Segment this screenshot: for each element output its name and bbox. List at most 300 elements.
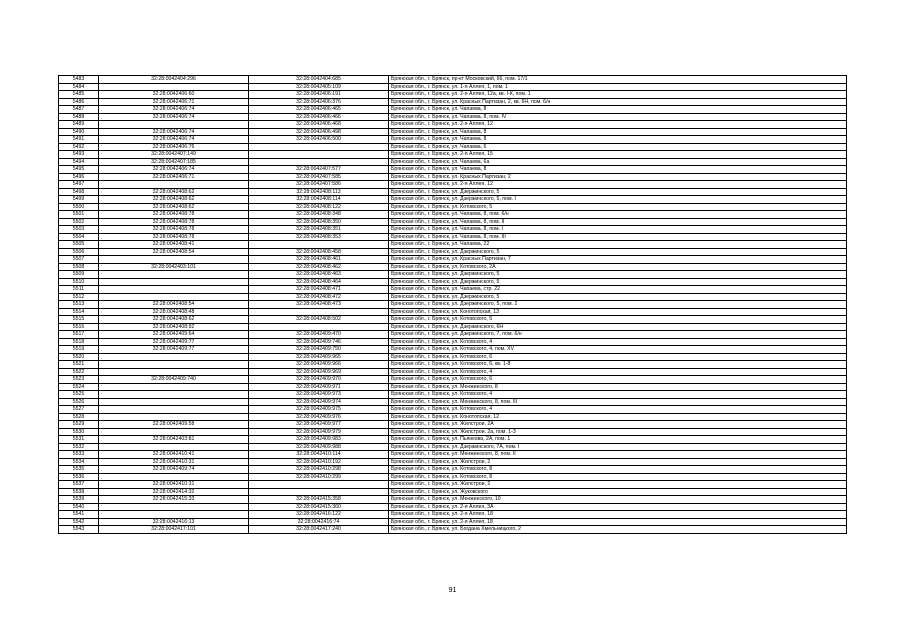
table-row (59, 136, 847, 144)
cadastral-number-cell: 32:28:0042414:32 (99, 488, 249, 496)
cadastral-number-cell (99, 293, 249, 301)
linked-cadastral-number-cell: 32:28:0042409:746 (249, 338, 389, 346)
linked-cadastral-number-cell: 32:28:0042408:114 (249, 196, 389, 204)
address-cell: Брянская обл., г. Брянск, ул. Котовского, 4 (389, 406, 847, 414)
cadastral-number-cell: 32:28:0042403:101 (99, 263, 249, 271)
table-row (59, 181, 847, 189)
linked-cadastral-number-cell: 32:28:0042408:462 (249, 263, 389, 271)
row-number-cell: 5484 (59, 83, 99, 91)
address-cell: Брянская обл., г. Брянск, ул. Дзержинского, 5, пом. I (389, 196, 847, 204)
linked-cadastral-number-cell: 32:28:0042409:966 (249, 361, 389, 369)
linked-cadastral-number-cell (249, 241, 389, 249)
linked-cadastral-number-cell: 32:28:0042408:113 (249, 188, 389, 196)
registry-table (58, 75, 847, 534)
address-cell: Брянская обл., г. Брянск, ул. Жилстрои, 2 (389, 481, 847, 489)
address-cell: Брянская обл., г. Брянск, ул. Чапаева, 22 (389, 241, 847, 249)
cadastral-number-cell (99, 413, 249, 421)
table-row (59, 398, 847, 406)
table-row (59, 376, 847, 384)
table-row (59, 353, 847, 361)
address-cell: Брянская обл., г. Брянск, ул. Чапаева, 6 (389, 143, 847, 151)
address-cell: Брянская обл., г. Брянск, ул. Дзержинского, 5, пом. 2 (389, 301, 847, 309)
row-number-cell: 5500 (59, 203, 99, 211)
address-cell: Брянская обл., г. Брянск, ул. Конотопская, 13 (389, 308, 847, 316)
table-row (59, 368, 847, 376)
address-cell: Брянская обл., г. Брянск, ул. Жуковского (389, 488, 847, 496)
linked-cadastral-number-cell: 32:28:0042406:466 (249, 113, 389, 121)
linked-cadastral-number-cell: 32:28:0042408:122 (249, 203, 389, 211)
linked-cadastral-number-cell: 32:28:0042410:192 (249, 458, 389, 466)
cadastral-number-cell (99, 443, 249, 451)
row-number-cell: 5518 (59, 338, 99, 346)
row-number-cell: 5501 (59, 211, 99, 219)
cadastral-number-cell (99, 286, 249, 294)
linked-cadastral-number-cell: 32:28:0042407:585 (249, 173, 389, 181)
row-number-cell: 5517 (59, 331, 99, 339)
table-row (59, 323, 847, 331)
linked-cadastral-number-cell: 32:28:0042409:976 (249, 413, 389, 421)
cadastral-number-cell: 32:28:0042408:92 (99, 323, 249, 331)
cadastral-number-cell: 32:28:0042417:101 (99, 526, 249, 534)
address-cell: Брянская обл., г. Брянск, ул. Чапаева, 8 (389, 166, 847, 174)
cadastral-number-cell: 32:28:0042410:31 (99, 481, 249, 489)
row-number-cell: 5520 (59, 353, 99, 361)
address-cell: Брянская обл., г. Брянск, ул. Котовского, 6 (389, 376, 847, 384)
linked-cadastral-number-cell (249, 323, 389, 331)
cadastral-number-cell (99, 256, 249, 264)
address-cell: Брянская обл., г. Брянск, ул. 2-я Аллея, 15 (389, 151, 847, 159)
cadastral-number-cell: 32:28:0042408:54 (99, 301, 249, 309)
table-row (59, 391, 847, 399)
table-row (59, 436, 847, 444)
address-cell: Брянская обл., г. Брянск, ул. 2-я Аллея, 12а, кв. I-К, пом. 1 (389, 91, 847, 99)
table-row (59, 263, 847, 271)
table-row (59, 128, 847, 136)
address-cell: Брянская обл., г. Брянск, ул. 2-я Аллея, 18 (389, 518, 847, 526)
linked-cadastral-number-cell: 32:28:0042409:988 (249, 443, 389, 451)
row-number-cell: 5540 (59, 503, 99, 511)
row-number-cell: 5498 (59, 188, 99, 196)
address-cell: Брянская обл., г. Брянск, ул. Чапаева, 6а (389, 158, 847, 166)
linked-cadastral-number-cell: 32:28:0042409:965 (249, 353, 389, 361)
cadastral-number-cell: 32:28:0042408:78 (99, 218, 249, 226)
row-number-cell: 5497 (59, 181, 99, 189)
row-number-cell: 5489 (59, 121, 99, 129)
row-number-cell: 5532 (59, 443, 99, 451)
row-number-cell: 5531 (59, 436, 99, 444)
table-row (59, 503, 847, 511)
cadastral-number-cell: 32:28:0042406:71 (99, 173, 249, 181)
table-row (59, 488, 847, 496)
linked-cadastral-number-cell: 32:28:0042404:685 (249, 76, 389, 84)
cadastral-number-cell (99, 353, 249, 361)
table-row (59, 188, 847, 196)
address-cell: Брянская обл., г. Брянск, ул. Красных Партизан, 7 (389, 256, 847, 264)
linked-cadastral-number-cell: 32:28:0042408:472 (249, 293, 389, 301)
row-number-cell: 5490 (59, 128, 99, 136)
row-number-cell: 5505 (59, 241, 99, 249)
linked-cadastral-number-cell: 32:28:0042415:360 (249, 503, 389, 511)
address-cell: Брянская обл., г. Брянск, ул. Чапаева, 8 (389, 106, 847, 114)
linked-cadastral-number-cell: 32:28:0042415:358 (249, 496, 389, 504)
address-cell: Брянская обл., г. Брянск, ул. 2-я Аллея, 3А (389, 503, 847, 511)
row-number-cell: 5534 (59, 458, 99, 466)
row-number-cell: 5513 (59, 301, 99, 309)
address-cell: Брянская обл., г. Брянск, ул. Чапаева, 8 (389, 136, 847, 144)
cadastral-number-cell: 32:28:0042408:62 (99, 316, 249, 324)
address-cell: Брянская обл., г. Брянск, ул. Дзержинского, 5 (389, 278, 847, 286)
table-row (59, 211, 847, 219)
row-number-cell: 5506 (59, 248, 99, 256)
row-number-cell: 5503 (59, 226, 99, 234)
row-number-cell: 5528 (59, 413, 99, 421)
linked-cadastral-number-cell: 32:28:0042408:502 (249, 316, 389, 324)
address-cell: Брянская обл., г. Брянск, ул. Котовского, 2А (389, 263, 847, 271)
row-number-cell: 5521 (59, 361, 99, 369)
address-cell: Брянская обл., г. Брянск, ул. Котовского, 4 (389, 338, 847, 346)
cadastral-number-cell (99, 278, 249, 286)
address-cell: Брянская обл., г. Брянск, ул. Красных Партизан, 2, кв. 6Н, пом. 6/н (389, 98, 847, 106)
table-row (59, 481, 847, 489)
cadastral-number-cell (99, 503, 249, 511)
table-row (59, 511, 847, 519)
cadastral-number-cell: 32:28:0042408:78 (99, 233, 249, 241)
address-cell: Брянская обл., г. Брянск, ул. Котовского, 5 (389, 316, 847, 324)
cadastral-number-cell: 32:28:0042416:13 (99, 518, 249, 526)
row-number-cell: 5496 (59, 173, 99, 181)
address-cell: Брянская обл., г. Брянск, ул. Чапаева, стр. 22 (389, 286, 847, 294)
table-row (59, 406, 847, 414)
row-number-cell: 5526 (59, 398, 99, 406)
cadastral-number-cell (99, 361, 249, 369)
linked-cadastral-number-cell (249, 481, 389, 489)
address-cell: Брянская обл., г. Брянск, ул. Котовского, 8 (389, 466, 847, 474)
linked-cadastral-number-cell: 32:28:0042409:977 (249, 421, 389, 429)
table-row (59, 421, 847, 429)
cadastral-number-cell: 32:28:0042408:62 (99, 188, 249, 196)
linked-cadastral-number-cell: 32:28:0042407:577 (249, 166, 389, 174)
linked-cadastral-number-cell: 32:28:0042408:461 (249, 256, 389, 264)
table-row (59, 338, 847, 346)
cadastral-number-cell: 32:28:0042404:296 (99, 76, 249, 84)
row-number-cell: 5494 (59, 158, 99, 166)
cadastral-number-cell: 32:28:0042409:74 (99, 466, 249, 474)
linked-cadastral-number-cell: 32:28:0042408:471 (249, 286, 389, 294)
table-row (59, 496, 847, 504)
row-number-cell: 5524 (59, 383, 99, 391)
table-row (59, 113, 847, 121)
cadastral-number-cell: 32:28:0042406:74 (99, 166, 249, 174)
table-row (59, 151, 847, 159)
address-cell: Брянская обл., г. Брянск, ул. Котовского, 6 (389, 353, 847, 361)
table-row (59, 143, 847, 151)
address-cell: Брянская обл., г. Брянск, ул. Чапаева, 8, пом. 6/н (389, 211, 847, 219)
cadastral-number-cell: 32:28:0042406:71 (99, 98, 249, 106)
row-number-cell: 5507 (59, 256, 99, 264)
address-cell: Брянская обл., г. Брянск, ул. Жилстрои, 2а, пом. 1-3 (389, 428, 847, 436)
linked-cadastral-number-cell: 32:28:0042409:750 (249, 346, 389, 354)
table-row (59, 526, 847, 534)
row-number-cell: 5485 (59, 91, 99, 99)
table-row (59, 451, 847, 459)
linked-cadastral-number-cell: 32:28:0042408:458 (249, 248, 389, 256)
linked-cadastral-number-cell: 32:28:0042409:971 (249, 383, 389, 391)
cadastral-number-cell: 32:28:0042407:185 (99, 158, 249, 166)
cadastral-number-cell (99, 121, 249, 129)
table-row (59, 361, 847, 369)
table-row (59, 518, 847, 526)
linked-cadastral-number-cell: 32:28:0042408:473 (249, 301, 389, 309)
linked-cadastral-number-cell: 32:28:0042409:970 (249, 376, 389, 384)
row-number-cell: 5539 (59, 496, 99, 504)
cadastral-number-cell (99, 398, 249, 406)
row-number-cell: 5519 (59, 346, 99, 354)
address-cell: Брянская обл., г. Брянск, ул. Котовского, 4, пом. XV (389, 346, 847, 354)
linked-cadastral-number-cell: 32:28:0042409:969 (249, 368, 389, 376)
table-row (59, 466, 847, 474)
row-number-cell: 5535 (59, 466, 99, 474)
cadastral-number-cell: 32:28:0042407:149 (99, 151, 249, 159)
address-cell: Брянская обл., г. Брянск, ул. 2-я Аллея, 18 (389, 511, 847, 519)
address-cell: Брянская обл., г. Брянск, ул. Жилстрои, 2А (389, 421, 847, 429)
linked-cadastral-number-cell: 32:28:0042408:353 (249, 233, 389, 241)
linked-cadastral-number-cell (249, 308, 389, 316)
linked-cadastral-number-cell: 32:28:0042409:974 (249, 398, 389, 406)
table-row (59, 218, 847, 226)
linked-cadastral-number-cell (249, 151, 389, 159)
address-cell: Брянская обл., г. Брянск, ул. Дзержинского, 7, пом. 6/н (389, 331, 847, 339)
row-number-cell: 5542 (59, 518, 99, 526)
cadastral-number-cell: 32:28:0042410:31 (99, 458, 249, 466)
linked-cadastral-number-cell: 32:28:0042407:586 (249, 181, 389, 189)
address-cell: Брянская обл., г. Брянск, ул. 1-я Аллея, 1, пом. 1 (389, 83, 847, 91)
cadastral-number-cell (99, 391, 249, 399)
table-row (59, 166, 847, 174)
cadastral-number-cell: 32:28:0042408:54 (99, 248, 249, 256)
table-row (59, 248, 847, 256)
cadastral-number-cell: 32:28:0042409:740 (99, 376, 249, 384)
cadastral-number-cell: 32:28:0042406:76 (99, 143, 249, 151)
table-row (59, 346, 847, 354)
table-row (59, 413, 847, 421)
linked-cadastral-number-cell: 32:28:0042409:975 (249, 406, 389, 414)
row-number-cell: 5536 (59, 473, 99, 481)
linked-cadastral-number-cell: 32:28:0042410:299 (249, 473, 389, 481)
linked-cadastral-number-cell: 32:28:0042408:464 (249, 278, 389, 286)
row-number-cell: 5508 (59, 263, 99, 271)
linked-cadastral-number-cell: 32:28:0042408:463 (249, 271, 389, 279)
linked-cadastral-number-cell: 32:28:0042406:500 (249, 136, 389, 144)
table-row (59, 316, 847, 324)
address-cell: Брянская обл., г. Брянск, ул. Котовского, 6, кв. 1-8 (389, 361, 847, 369)
linked-cadastral-number-cell (249, 158, 389, 166)
address-cell: Брянская обл., г. Брянск, ул. Дзержинского, 5 (389, 248, 847, 256)
address-cell: Брянская обл., г. Брянск, ул. Котовского, 8 (389, 473, 847, 481)
row-number-cell: 5527 (59, 406, 99, 414)
row-number-cell: 5516 (59, 323, 99, 331)
cadastral-number-cell: 32:28:0042408:62 (99, 203, 249, 211)
address-cell: Брянская обл., г. Брянск, ул. Котовского, 4 (389, 391, 847, 399)
address-cell: Брянская обл., г. Брянск, ул. Чапаева, 8, пом. II (389, 218, 847, 226)
linked-cadastral-number-cell: 32:28:0042406:498 (249, 128, 389, 136)
address-cell: Брянская обл., г. Брянск, ул. Дзержинского, 5 (389, 293, 847, 301)
table-row (59, 158, 847, 166)
row-number-cell: 5488 (59, 113, 99, 121)
cadastral-number-cell: 32:28:0042408:48 (99, 308, 249, 316)
cadastral-number-cell: 32:28:0042406:74 (99, 106, 249, 114)
linked-cadastral-number-cell: 32:28:0042408:351 (249, 226, 389, 234)
address-cell: Брянская обл., г. Брянск, ул. Дзержинского, 5 (389, 271, 847, 279)
table-row (59, 173, 847, 181)
row-number-cell: 5515 (59, 316, 99, 324)
linked-cadastral-number-cell: 32:28:0042408:350 (249, 218, 389, 226)
cadastral-number-cell: 32:28:0042406:74 (99, 113, 249, 121)
address-cell: Брянская обл., г. Брянск, ул. Менжинского, 8, пом. III (389, 398, 847, 406)
table-row (59, 233, 847, 241)
row-number-cell: 5537 (59, 481, 99, 489)
row-number-cell: 5529 (59, 421, 99, 429)
address-cell: Брянская обл., г. Брянск, ул. Жилстрои, 2 (389, 458, 847, 466)
cadastral-number-cell: 32:28:0042408:62 (99, 196, 249, 204)
row-number-cell: 5487 (59, 106, 99, 114)
table-row (59, 271, 847, 279)
linked-cadastral-number-cell: 32:28:0042417:240 (249, 526, 389, 534)
table-row (59, 203, 847, 211)
cadastral-number-cell (99, 368, 249, 376)
address-cell: Брянская обл., г. Брянск, ул. Чапаева, 8, пом. IV (389, 113, 847, 121)
cadastral-number-cell: 32:28:0042406:74 (99, 136, 249, 144)
linked-cadastral-number-cell: 32:28:0042416:74 (249, 518, 389, 526)
address-cell: Брянская обл., г. Брянск, ул. Менжинского, 8, пом. II (389, 451, 847, 459)
table-row (59, 76, 847, 84)
row-number-cell: 5495 (59, 166, 99, 174)
row-number-cell: 5538 (59, 488, 99, 496)
linked-cadastral-number-cell: 32:28:0042406:191 (249, 91, 389, 99)
row-number-cell: 5509 (59, 271, 99, 279)
cadastral-number-cell: 32:28:0042409:77 (99, 338, 249, 346)
linked-cadastral-number-cell: 32:28:0042406:376 (249, 98, 389, 106)
linked-cadastral-number-cell: 32:28:0042408:348 (249, 211, 389, 219)
row-number-cell: 5499 (59, 196, 99, 204)
cadastral-number-cell: 32:28:0042406:60 (99, 91, 249, 99)
cadastral-number-cell: 32:28:0042408:78 (99, 211, 249, 219)
cadastral-number-cell (99, 181, 249, 189)
address-cell: Брянская обл., г. Брянск, ул. Котовского, 5 (389, 203, 847, 211)
address-cell: Брянская обл., г. Брянск, ул. Дзержинского, 5 (389, 188, 847, 196)
page-number: 91 (448, 587, 457, 594)
row-number-cell: 5543 (59, 526, 99, 534)
table-row (59, 331, 847, 339)
linked-cadastral-number-cell: 32:28:0042409:973 (249, 391, 389, 399)
address-cell: Брянская обл., г. Брянск, ул. 2-я Аллея, 12 (389, 121, 847, 129)
address-cell: Брянская обл., г. Брянск, ул. Менжинского, 10 (389, 496, 847, 504)
address-cell: Брянская обл., г. Брянск, ул. Менжинского, 8 (389, 383, 847, 391)
row-number-cell: 5493 (59, 151, 99, 159)
linked-cadastral-number-cell: 32:28:0042406:468 (249, 121, 389, 129)
address-cell: Брянская обл., г. Брянск, ул. Конотопская, 12 (389, 413, 847, 421)
table-row (59, 106, 847, 114)
cadastral-number-cell: 32:28:0042403:81 (99, 436, 249, 444)
address-cell: Брянская обл., г. Брянск, ул. Чапаева, 8, пом. I (389, 226, 847, 234)
row-number-cell: 5514 (59, 308, 99, 316)
row-number-cell: 5492 (59, 143, 99, 151)
row-number-cell: 5530 (59, 428, 99, 436)
row-number-cell: 5533 (59, 451, 99, 459)
table-row (59, 121, 847, 129)
cadastral-number-cell: 32:28:0042415:33 (99, 496, 249, 504)
table-row (59, 293, 847, 301)
cadastral-number-cell: 32:28:0042409:64 (99, 331, 249, 339)
linked-cadastral-number-cell: 32:28:0042409:983 (249, 436, 389, 444)
cadastral-number-cell: 32:28:0042408:78 (99, 226, 249, 234)
address-cell: Брянская обл., г. Брянск, ул. Дзержинского, 6Н (389, 323, 847, 331)
cadastral-number-cell: 32:28:0042406:74 (99, 128, 249, 136)
linked-cadastral-number-cell (249, 143, 389, 151)
linked-cadastral-number-cell: 32:28:0042416:122 (249, 511, 389, 519)
row-number-cell: 5523 (59, 376, 99, 384)
cadastral-number-cell (99, 383, 249, 391)
table-row (59, 383, 847, 391)
row-number-cell: 5504 (59, 233, 99, 241)
table-row (59, 308, 847, 316)
row-number-cell: 5491 (59, 136, 99, 144)
address-cell: Брянская обл., г. Брянск, ул. Дзержинского, 7А, пом. I (389, 443, 847, 451)
cadastral-number-cell (99, 406, 249, 414)
registry-table-body (59, 76, 847, 534)
address-cell: Брянская обл., г. Брянск, ул. 2-я Аллея, 12 (389, 181, 847, 189)
address-cell: Брянская обл., г. Брянск, ул. Богдана Хмельницкого, 2 (389, 526, 847, 534)
row-number-cell: 5486 (59, 98, 99, 106)
linked-cadastral-number-cell: 32:28:0042410:298 (249, 466, 389, 474)
linked-cadastral-number-cell: 32:28:0042409:470 (249, 331, 389, 339)
address-cell: Брянская обл., г. Брянск, пр-кт Московский, 66, пом. 17/1 (389, 76, 847, 84)
address-cell: Брянская обл., г. Брянск, ул. Красных Партизан, 2 (389, 173, 847, 181)
table-row (59, 286, 847, 294)
row-number-cell: 5502 (59, 218, 99, 226)
address-cell: Брянская обл., г. Брянск, ул. Чапаева, 8 (389, 128, 847, 136)
row-number-cell: 5541 (59, 511, 99, 519)
address-cell: Брянская обл., г. Брянск, ул. Чапаева, 8, пом. III (389, 233, 847, 241)
linked-cadastral-number-cell: 32:28:0042406:465 (249, 106, 389, 114)
linked-cadastral-number-cell (249, 488, 389, 496)
address-cell: Брянская обл., г. Брянск, ул. Пьянкова, 2А, пом. 1 (389, 436, 847, 444)
cadastral-number-cell (99, 83, 249, 91)
cadastral-number-cell: 32:28:0042408:41 (99, 241, 249, 249)
row-number-cell: 5522 (59, 368, 99, 376)
table-row (59, 196, 847, 204)
table-row (59, 278, 847, 286)
linked-cadastral-number-cell: 32:28:0042410:114 (249, 451, 389, 459)
table-row (59, 98, 847, 106)
table-row (59, 301, 847, 309)
cadastral-number-cell (99, 428, 249, 436)
linked-cadastral-number-cell: 32:28:0042405:109 (249, 83, 389, 91)
row-number-cell: 5525 (59, 391, 99, 399)
cadastral-number-cell (99, 271, 249, 279)
row-number-cell: 5510 (59, 278, 99, 286)
table-row (59, 473, 847, 481)
address-cell: Брянская обл., г. Брянск, ул. Котовского, 4 (389, 368, 847, 376)
cadastral-number-cell (99, 511, 249, 519)
table-row (59, 83, 847, 91)
cadastral-number-cell: 32:28:0042410:41 (99, 451, 249, 459)
row-number-cell: 5512 (59, 293, 99, 301)
cadastral-number-cell (99, 473, 249, 481)
table-row (59, 256, 847, 264)
row-number-cell: 5511 (59, 286, 99, 294)
table-row (59, 443, 847, 451)
table-row (59, 428, 847, 436)
